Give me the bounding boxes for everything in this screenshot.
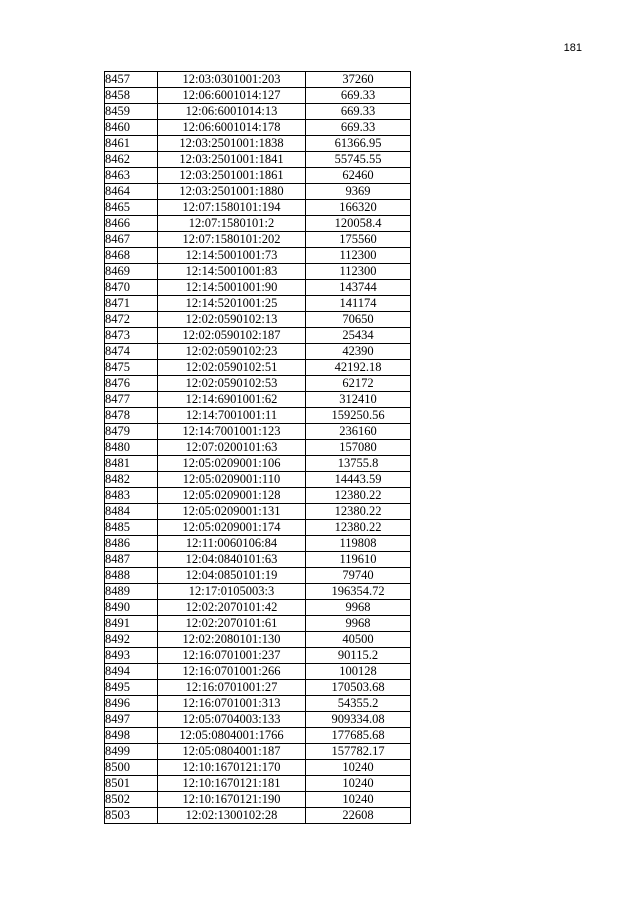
- row-number-cell: 8461: [105, 136, 158, 152]
- cadastral-number-cell: 12:14:6901001:62: [158, 392, 306, 408]
- value-cell: 312410: [306, 392, 411, 408]
- value-cell: 143744: [306, 280, 411, 296]
- cadastral-number-cell: 12:02:0590102:13: [158, 312, 306, 328]
- cadastral-number-cell: 12:11:0060106:84: [158, 536, 306, 552]
- row-number-cell: 8488: [105, 568, 158, 584]
- table-row: [105, 664, 411, 680]
- row-number-cell: 8494: [105, 664, 158, 680]
- value-cell: 157080: [306, 440, 411, 456]
- value-cell: 236160: [306, 424, 411, 440]
- value-cell: 112300: [306, 248, 411, 264]
- table-row: [105, 328, 411, 344]
- row-number-cell: 8469: [105, 264, 158, 280]
- value-cell: 12380.22: [306, 488, 411, 504]
- value-cell: 119808: [306, 536, 411, 552]
- value-cell: 170503.68: [306, 680, 411, 696]
- table-row: [105, 168, 411, 184]
- row-number-cell: 8499: [105, 744, 158, 760]
- table-row: [105, 200, 411, 216]
- table-row: [105, 424, 411, 440]
- cadastral-number-cell: 12:17:0105003:3: [158, 584, 306, 600]
- cadastral-number-cell: 12:02:0590102:53: [158, 376, 306, 392]
- row-number-cell: 8472: [105, 312, 158, 328]
- table-row: [105, 712, 411, 728]
- cadastral-number-cell: 12:03:2501001:1880: [158, 184, 306, 200]
- value-cell: 100128: [306, 664, 411, 680]
- value-cell: 112300: [306, 264, 411, 280]
- cadastral-number-cell: 12:02:0590102:23: [158, 344, 306, 360]
- row-number-cell: 8462: [105, 152, 158, 168]
- table-row: [105, 488, 411, 504]
- table-row: [105, 792, 411, 808]
- table-row: [105, 728, 411, 744]
- cadastral-number-cell: 12:16:0701001:27: [158, 680, 306, 696]
- row-number-cell: 8480: [105, 440, 158, 456]
- table-row: [105, 648, 411, 664]
- table-row: [105, 632, 411, 648]
- value-cell: 90115.2: [306, 648, 411, 664]
- value-cell: 61366.95: [306, 136, 411, 152]
- row-number-cell: 8503: [105, 808, 158, 824]
- cadastral-number-cell: 12:14:5201001:25: [158, 296, 306, 312]
- row-number-cell: 8501: [105, 776, 158, 792]
- table-row: [105, 152, 411, 168]
- table-row: [105, 680, 411, 696]
- value-cell: 157782.17: [306, 744, 411, 760]
- row-number-cell: 8466: [105, 216, 158, 232]
- table-row: [105, 504, 411, 520]
- value-cell: 909334.08: [306, 712, 411, 728]
- row-number-cell: 8489: [105, 584, 158, 600]
- value-cell: 22608: [306, 808, 411, 824]
- value-cell: 70650: [306, 312, 411, 328]
- row-number-cell: 8484: [105, 504, 158, 520]
- row-number-cell: 8487: [105, 552, 158, 568]
- row-number-cell: 8465: [105, 200, 158, 216]
- value-cell: 54355.2: [306, 696, 411, 712]
- row-number-cell: 8474: [105, 344, 158, 360]
- table-row: [105, 392, 411, 408]
- cadastral-number-cell: 12:14:5001001:83: [158, 264, 306, 280]
- cadastral-number-cell: 12:05:0209001:110: [158, 472, 306, 488]
- row-number-cell: 8481: [105, 456, 158, 472]
- cadastral-number-cell: 12:02:2070101:42: [158, 600, 306, 616]
- row-number-cell: 8478: [105, 408, 158, 424]
- row-number-cell: 8460: [105, 120, 158, 136]
- value-cell: 177685.68: [306, 728, 411, 744]
- value-cell: 669.33: [306, 104, 411, 120]
- value-cell: 40500: [306, 632, 411, 648]
- table-row: [105, 600, 411, 616]
- cadastral-number-cell: 12:10:1670121:190: [158, 792, 306, 808]
- table-row: [105, 408, 411, 424]
- cadastral-number-cell: 12:04:0850101:19: [158, 568, 306, 584]
- row-number-cell: 8491: [105, 616, 158, 632]
- table-row: [105, 808, 411, 824]
- value-cell: 62172: [306, 376, 411, 392]
- cadastral-number-cell: 12:07:0200101:63: [158, 440, 306, 456]
- cadastral-number-cell: 12:06:6001014:178: [158, 120, 306, 136]
- table-row: [105, 472, 411, 488]
- value-cell: 37260: [306, 72, 411, 88]
- cadastral-number-cell: 12:03:2501001:1838: [158, 136, 306, 152]
- table-row: [105, 568, 411, 584]
- table-row: [105, 552, 411, 568]
- row-number-cell: 8496: [105, 696, 158, 712]
- row-number-cell: 8486: [105, 536, 158, 552]
- row-number-cell: 8483: [105, 488, 158, 504]
- value-cell: 79740: [306, 568, 411, 584]
- row-number-cell: 8479: [105, 424, 158, 440]
- row-number-cell: 8493: [105, 648, 158, 664]
- cadastral-number-cell: 12:04:0840101:63: [158, 552, 306, 568]
- cadastral-number-cell: 12:02:2080101:130: [158, 632, 306, 648]
- row-number-cell: 8467: [105, 232, 158, 248]
- row-number-cell: 8476: [105, 376, 158, 392]
- table-row: [105, 184, 411, 200]
- value-cell: 42192.18: [306, 360, 411, 376]
- row-number-cell: 8477: [105, 392, 158, 408]
- table-row: [105, 744, 411, 760]
- cadastral-number-cell: 12:07:1580101:202: [158, 232, 306, 248]
- value-cell: 159250.56: [306, 408, 411, 424]
- value-cell: 62460: [306, 168, 411, 184]
- row-number-cell: 8500: [105, 760, 158, 776]
- value-cell: 175560: [306, 232, 411, 248]
- table-row: [105, 136, 411, 152]
- value-cell: 10240: [306, 776, 411, 792]
- value-cell: 14443.59: [306, 472, 411, 488]
- value-cell: 669.33: [306, 120, 411, 136]
- cadastral-number-cell: 12:16:0701001:237: [158, 648, 306, 664]
- cadastral-number-cell: 12:05:0209001:174: [158, 520, 306, 536]
- table-row: [105, 216, 411, 232]
- table-row: [105, 88, 411, 104]
- row-number-cell: 8495: [105, 680, 158, 696]
- table-row: [105, 72, 411, 88]
- table-row: [105, 232, 411, 248]
- cadastral-number-cell: 12:07:1580101:194: [158, 200, 306, 216]
- cadastral-number-cell: 12:05:0804001:1766: [158, 728, 306, 744]
- row-number-cell: 8463: [105, 168, 158, 184]
- table-row: [105, 120, 411, 136]
- value-cell: 55745.55: [306, 152, 411, 168]
- table-row: [105, 376, 411, 392]
- cadastral-number-cell: 12:05:0804001:187: [158, 744, 306, 760]
- cadastral-number-cell: 12:06:6001014:127: [158, 88, 306, 104]
- value-cell: 13755.8: [306, 456, 411, 472]
- cadastral-number-cell: 12:07:1580101:2: [158, 216, 306, 232]
- value-cell: 10240: [306, 760, 411, 776]
- cadastral-number-cell: 12:03:2501001:1841: [158, 152, 306, 168]
- cadastral-number-cell: 12:14:5001001:90: [158, 280, 306, 296]
- cadastral-number-cell: 12:02:2070101:61: [158, 616, 306, 632]
- row-number-cell: 8464: [105, 184, 158, 200]
- cadastral-number-cell: 12:05:0209001:131: [158, 504, 306, 520]
- cadastral-number-cell: 12:05:0209001:128: [158, 488, 306, 504]
- cadastral-number-cell: 12:03:0301001:203: [158, 72, 306, 88]
- row-number-cell: 8497: [105, 712, 158, 728]
- cadastral-number-cell: 12:02:1300102:28: [158, 808, 306, 824]
- table-row: [105, 536, 411, 552]
- table-body: [105, 72, 411, 824]
- table-row: [105, 584, 411, 600]
- cadastral-number-cell: 12:05:0209001:106: [158, 456, 306, 472]
- row-number-cell: 8475: [105, 360, 158, 376]
- row-number-cell: 8482: [105, 472, 158, 488]
- row-number-cell: 8473: [105, 328, 158, 344]
- row-number-cell: 8470: [105, 280, 158, 296]
- cadastral-number-cell: 12:06:6001014:13: [158, 104, 306, 120]
- cadastral-number-cell: 12:02:0590102:51: [158, 360, 306, 376]
- row-number-cell: 8502: [105, 792, 158, 808]
- cadastral-number-cell: 12:02:0590102:187: [158, 328, 306, 344]
- value-cell: 9968: [306, 616, 411, 632]
- page-number: 181: [563, 42, 582, 54]
- value-cell: 10240: [306, 792, 411, 808]
- cadastral-number-cell: 12:14:7001001:123: [158, 424, 306, 440]
- data-table: [104, 71, 411, 824]
- table-row: [105, 456, 411, 472]
- table-row: [105, 280, 411, 296]
- table-row: [105, 104, 411, 120]
- value-cell: 42390: [306, 344, 411, 360]
- row-number-cell: 8471: [105, 296, 158, 312]
- table-row: [105, 440, 411, 456]
- cadastral-number-cell: 12:14:7001001:11: [158, 408, 306, 424]
- value-cell: 12380.22: [306, 504, 411, 520]
- table-row: [105, 616, 411, 632]
- table-row: [105, 360, 411, 376]
- table-row: [105, 248, 411, 264]
- row-number-cell: 8485: [105, 520, 158, 536]
- value-cell: 120058.4: [306, 216, 411, 232]
- table-row: [105, 760, 411, 776]
- row-number-cell: 8490: [105, 600, 158, 616]
- value-cell: 25434: [306, 328, 411, 344]
- value-cell: 141174: [306, 296, 411, 312]
- row-number-cell: 8459: [105, 104, 158, 120]
- table-row: [105, 520, 411, 536]
- row-number-cell: 8492: [105, 632, 158, 648]
- table-row: [105, 296, 411, 312]
- value-cell: 12380.22: [306, 520, 411, 536]
- cadastral-number-cell: 12:16:0701001:266: [158, 664, 306, 680]
- value-cell: 196354.72: [306, 584, 411, 600]
- table-row: [105, 776, 411, 792]
- row-number-cell: 8458: [105, 88, 158, 104]
- row-number-cell: 8498: [105, 728, 158, 744]
- row-number-cell: 8457: [105, 72, 158, 88]
- value-cell: 166320: [306, 200, 411, 216]
- cadastral-number-cell: 12:03:2501001:1861: [158, 168, 306, 184]
- cadastral-number-cell: 12:10:1670121:181: [158, 776, 306, 792]
- row-number-cell: 8468: [105, 248, 158, 264]
- value-cell: 9369: [306, 184, 411, 200]
- cadastral-number-cell: 12:14:5001001:73: [158, 248, 306, 264]
- table-row: [105, 696, 411, 712]
- cadastral-number-cell: 12:10:1670121:170: [158, 760, 306, 776]
- table-row: [105, 344, 411, 360]
- value-cell: 9968: [306, 600, 411, 616]
- cadastral-number-cell: 12:16:0701001:313: [158, 696, 306, 712]
- value-cell: 119610: [306, 552, 411, 568]
- table-row: [105, 312, 411, 328]
- cadastral-number-cell: 12:05:0704003:133: [158, 712, 306, 728]
- table-row: [105, 264, 411, 280]
- value-cell: 669.33: [306, 88, 411, 104]
